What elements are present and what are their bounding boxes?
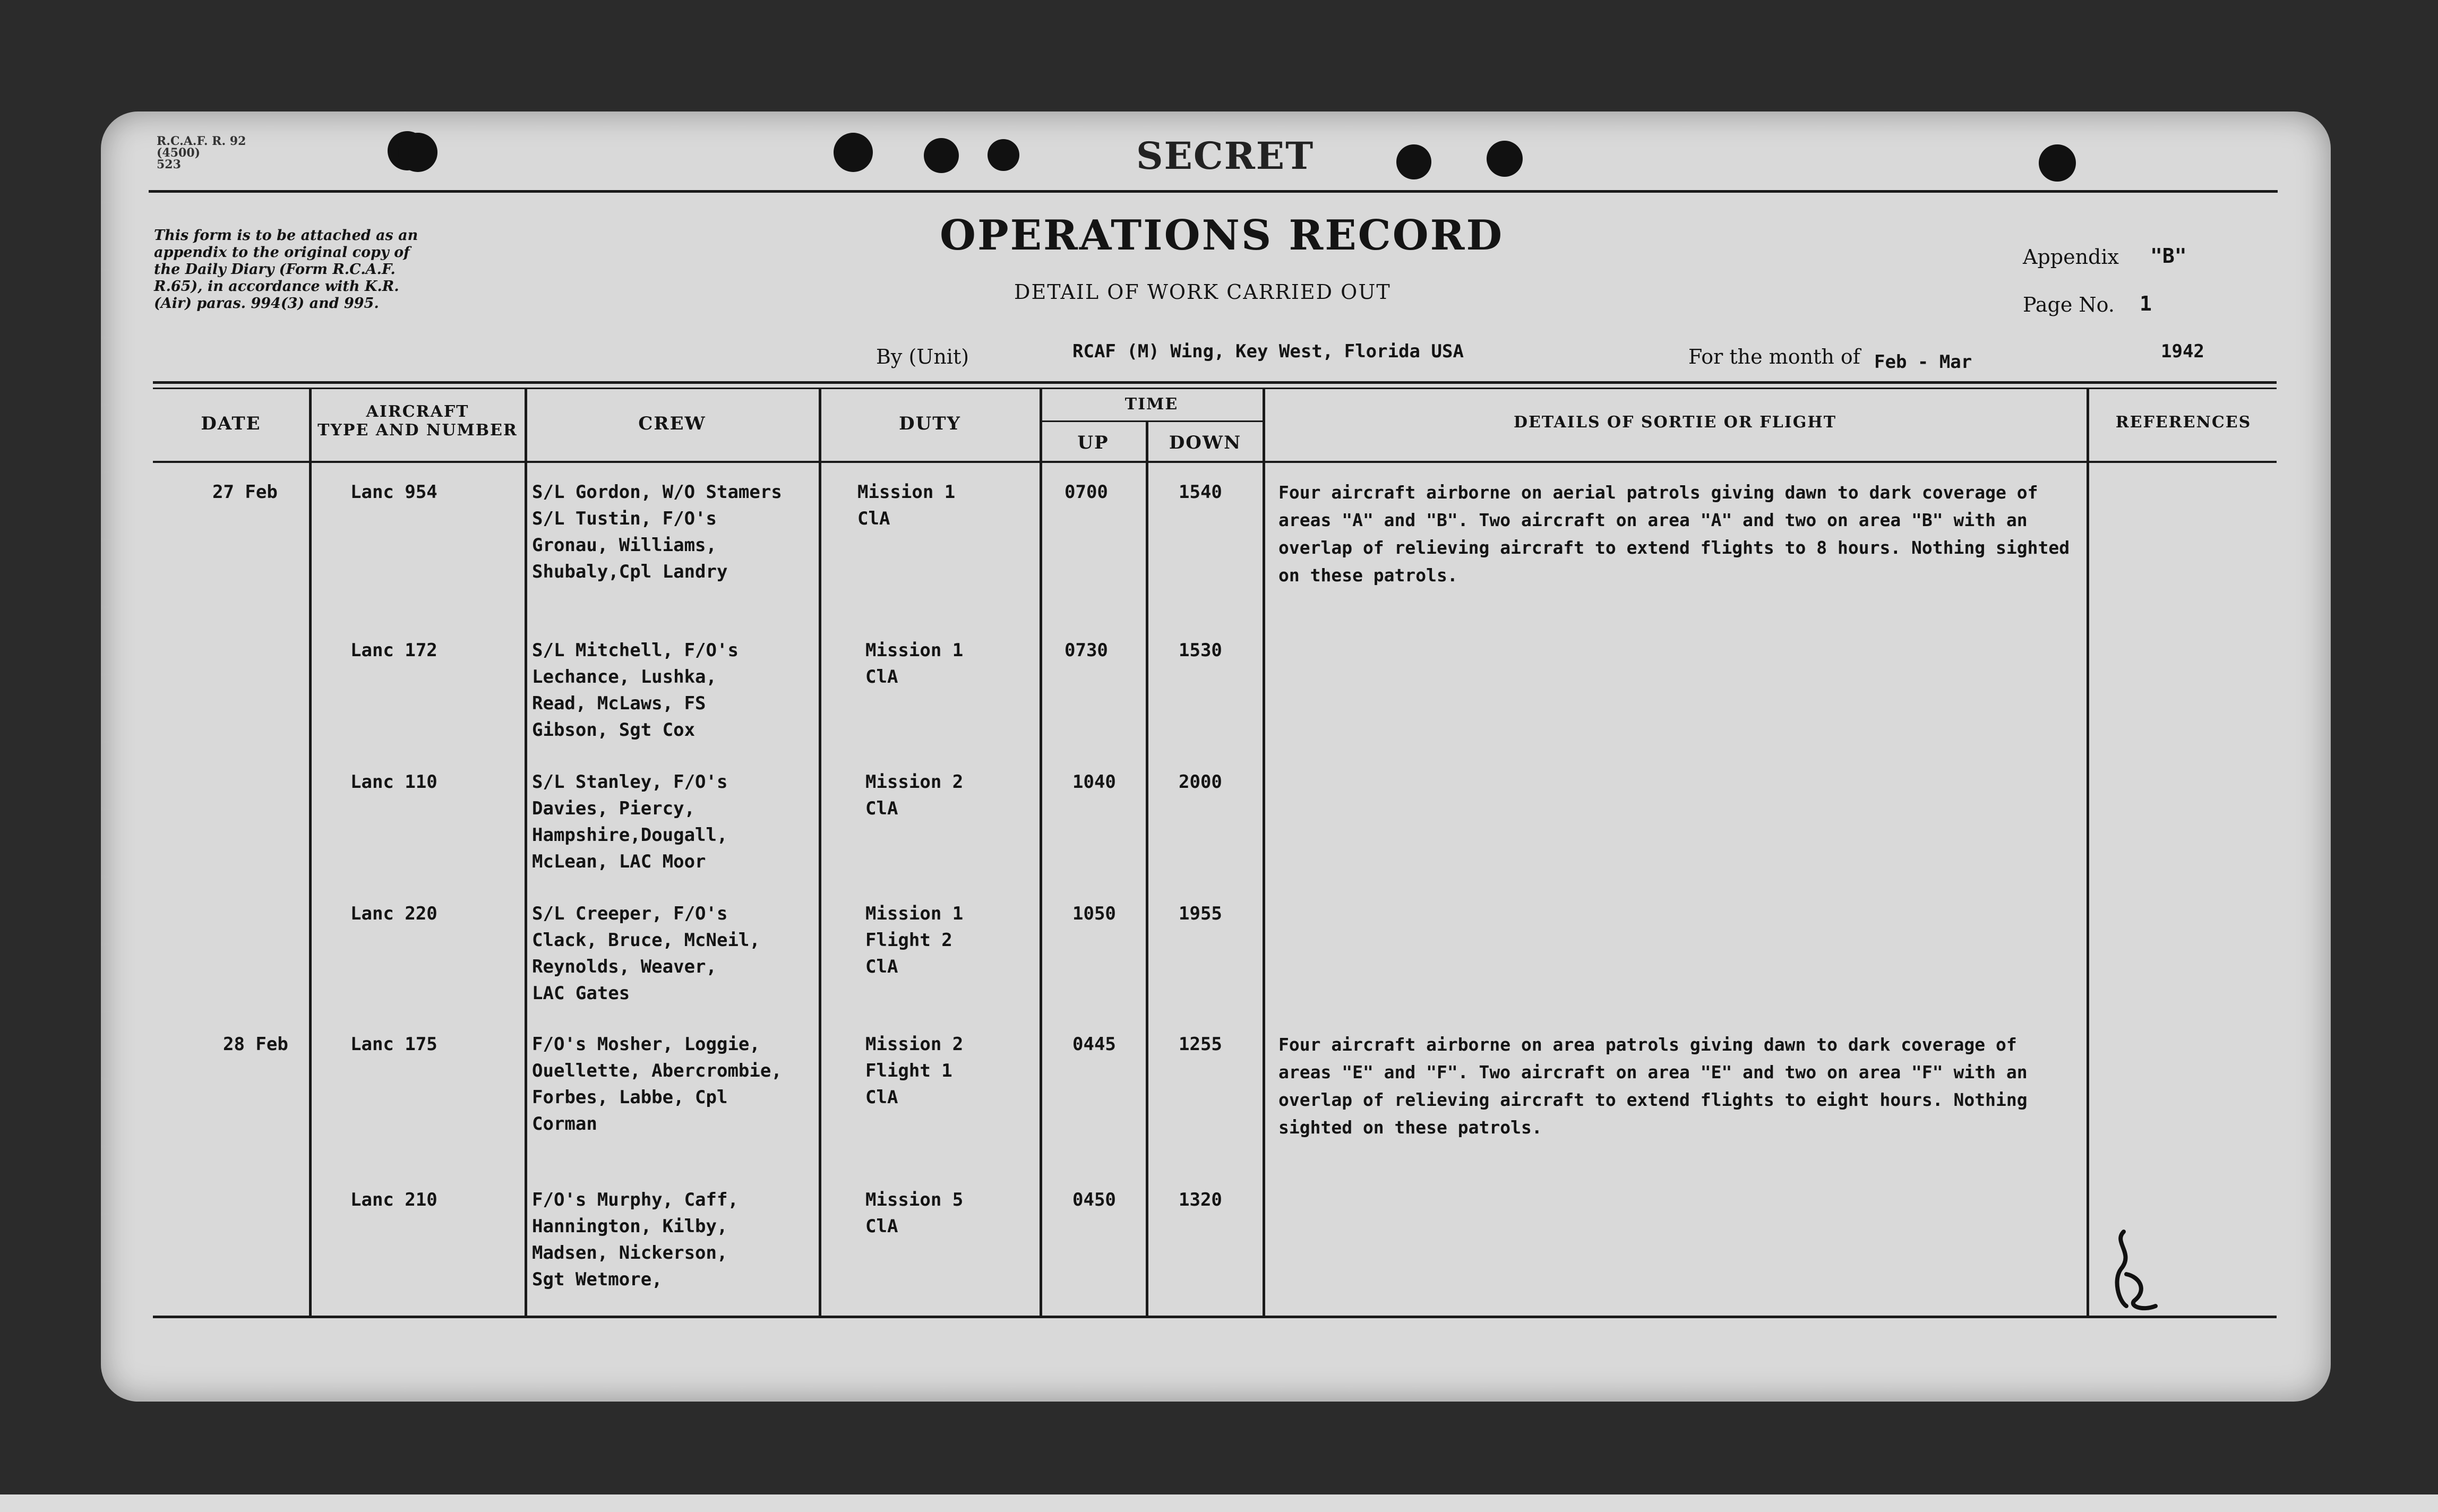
table-bottom-rule — [153, 1316, 2277, 1318]
duty-header: DUTY — [899, 413, 961, 434]
row-time-down: 1255 — [1179, 1034, 1222, 1055]
up-header: UP — [1077, 432, 1109, 453]
unit-value: RCAF (M) Wing, Key West, Florida USA — [1072, 341, 1464, 362]
row-time-up: 0450 — [1072, 1189, 1116, 1210]
punch-hole — [398, 133, 437, 172]
column-rule — [309, 389, 312, 1316]
punch-hole — [834, 133, 873, 172]
row-time-up: 0730 — [1065, 640, 1108, 661]
punch-hole — [988, 139, 1019, 171]
row-time-down: 2000 — [1179, 771, 1222, 793]
crew-header: CREW — [638, 413, 706, 434]
time-split-rule — [1041, 420, 1264, 422]
initials-signature — [2102, 1226, 2171, 1322]
form-number-line: (4500) — [157, 146, 201, 160]
row-time-down: 1320 — [1179, 1189, 1222, 1210]
row-aircraft: Lanc 220 — [350, 903, 437, 924]
appendix-value: "B" — [2150, 244, 2187, 268]
row-date: 28 Feb — [223, 1034, 288, 1055]
row-crew: S/L Creeper, F/O's Clack, Bruce, McNeil, Reynolds, Weaver, LAC Gates — [532, 903, 760, 1004]
page-title: OPERATIONS RECORD — [940, 211, 1504, 260]
page-number-label: Page No. — [2023, 293, 2115, 316]
header-bottom-rule — [153, 461, 2277, 463]
classification-stamp: SECRET — [1136, 134, 1315, 178]
row-time-down: 1540 — [1179, 482, 1222, 503]
aircraft-header-line: AIRCRAFT — [366, 402, 469, 421]
row-crew: F/O's Murphy, Caff, Hannington, Kilby, Madsen, Nickerson, Sgt Wetmore, — [532, 1189, 739, 1290]
month-label: For the month of — [1688, 345, 1860, 368]
instruction-note: This form is to be attached as an appendix to the original copy of the Daily Diary (Form R.C.A.F. R.65), in accordance with K.R. (Air) paras. 994(3) and 995. — [154, 227, 418, 312]
row-crew: S/L Stanley, F/O's Davies, Piercy, Hampshire,Dougall, McLean, LAC Moor — [532, 771, 728, 872]
column-rule — [819, 389, 821, 1316]
row-crew: F/O's Mosher, Loggie, Ouellette, Abercrombie, Forbes, Labbe, Cpl Corman — [532, 1034, 782, 1135]
date-header: DATE — [201, 413, 261, 434]
punch-hole — [1487, 141, 1523, 177]
punch-hole — [2039, 144, 2076, 182]
row-duty: Mission 1 ClA — [865, 640, 964, 688]
row-aircraft: Lanc 210 — [350, 1189, 437, 1210]
row-time-up: 1050 — [1072, 903, 1116, 924]
bottom-band — [0, 1494, 2438, 1512]
column-rule — [525, 389, 527, 1316]
page-subtitle: DETAIL OF WORK CARRIED OUT — [1014, 280, 1391, 304]
row-time-up: 0700 — [1065, 482, 1108, 503]
record-card — [101, 111, 2331, 1402]
month-value: Feb - Mar — [1874, 351, 1972, 373]
row-crew: S/L Gordon, W/O Stamers S/L Tustin, F/O's Gronau, Williams, Shubaly,Cpl Landry — [532, 482, 782, 582]
table-top-rule — [153, 381, 2277, 384]
row-duty: Mission 2 Flight 1 ClA — [865, 1034, 964, 1108]
row-duty: Mission 1 Flight 2 ClA — [865, 903, 964, 977]
column-rule — [1040, 389, 1042, 1316]
column-rule — [1263, 389, 1265, 1316]
form-number-line: R.C.A.F. R. 92 — [157, 134, 246, 148]
form-number-line: 523 — [157, 158, 181, 171]
row-aircraft: Lanc 110 — [350, 771, 437, 793]
row-time-up: 0445 — [1072, 1034, 1116, 1055]
year-value: 1942 — [2161, 341, 2204, 362]
unit-label: By (Unit) — [876, 345, 969, 368]
row-crew: S/L Mitchell, F/O's Lechance, Lushka, Read, McLaws, FS Gibson, Sgt Cox — [532, 640, 739, 741]
row-time-down: 1530 — [1179, 640, 1222, 661]
row-duty: Mission 1 ClA — [857, 482, 956, 529]
row-duty: Mission 2 ClA — [865, 771, 964, 819]
sortie-details: Four aircraft airborne on area patrols giving dawn to dark coverage of areas "E" and "F". Two aircraft on area "E" and two on area "F" with an overlap of relieving aircraft to extend flights to eight hours. Nothing sighted on these patrols. — [1278, 1034, 2028, 1138]
punch-hole — [924, 138, 959, 173]
appendix-label: Appendix — [2023, 245, 2119, 269]
sortie-details: Four aircraft airborne on aerial patrols giving dawn to dark coverage of areas "A" and "B". Two aircraft on area "A" and two on area "B" with an overlap of relieving aircraft to extend flights to 8 hours. Nothing sighted on these patrols. — [1278, 482, 2070, 586]
details-header: DETAILS OF SORTIE OR FLIGHT — [1513, 413, 1837, 432]
references-header: REFERENCES — [2115, 413, 2252, 432]
row-time-up: 1040 — [1072, 771, 1116, 793]
column-rule — [2087, 389, 2089, 1316]
punch-hole — [1396, 144, 1431, 179]
page-number-value: 1 — [2140, 292, 2152, 315]
down-header: DOWN — [1169, 432, 1242, 453]
row-duty: Mission 5 ClA — [865, 1189, 964, 1237]
header-rule — [149, 190, 2278, 193]
row-aircraft: Lanc 172 — [350, 640, 437, 661]
row-aircraft: Lanc 954 — [350, 482, 437, 503]
time-header: TIME — [1124, 395, 1179, 414]
column-rule — [1146, 422, 1148, 1316]
table-top-rule — [153, 388, 2277, 389]
row-time-down: 1955 — [1179, 903, 1222, 924]
aircraft-header — [311, 402, 525, 440]
row-date: 27 Feb — [212, 482, 278, 503]
form-number — [157, 135, 246, 170]
aircraft-header-line: TYPE AND NUMBER — [317, 421, 518, 440]
row-aircraft: Lanc 175 — [350, 1034, 437, 1055]
